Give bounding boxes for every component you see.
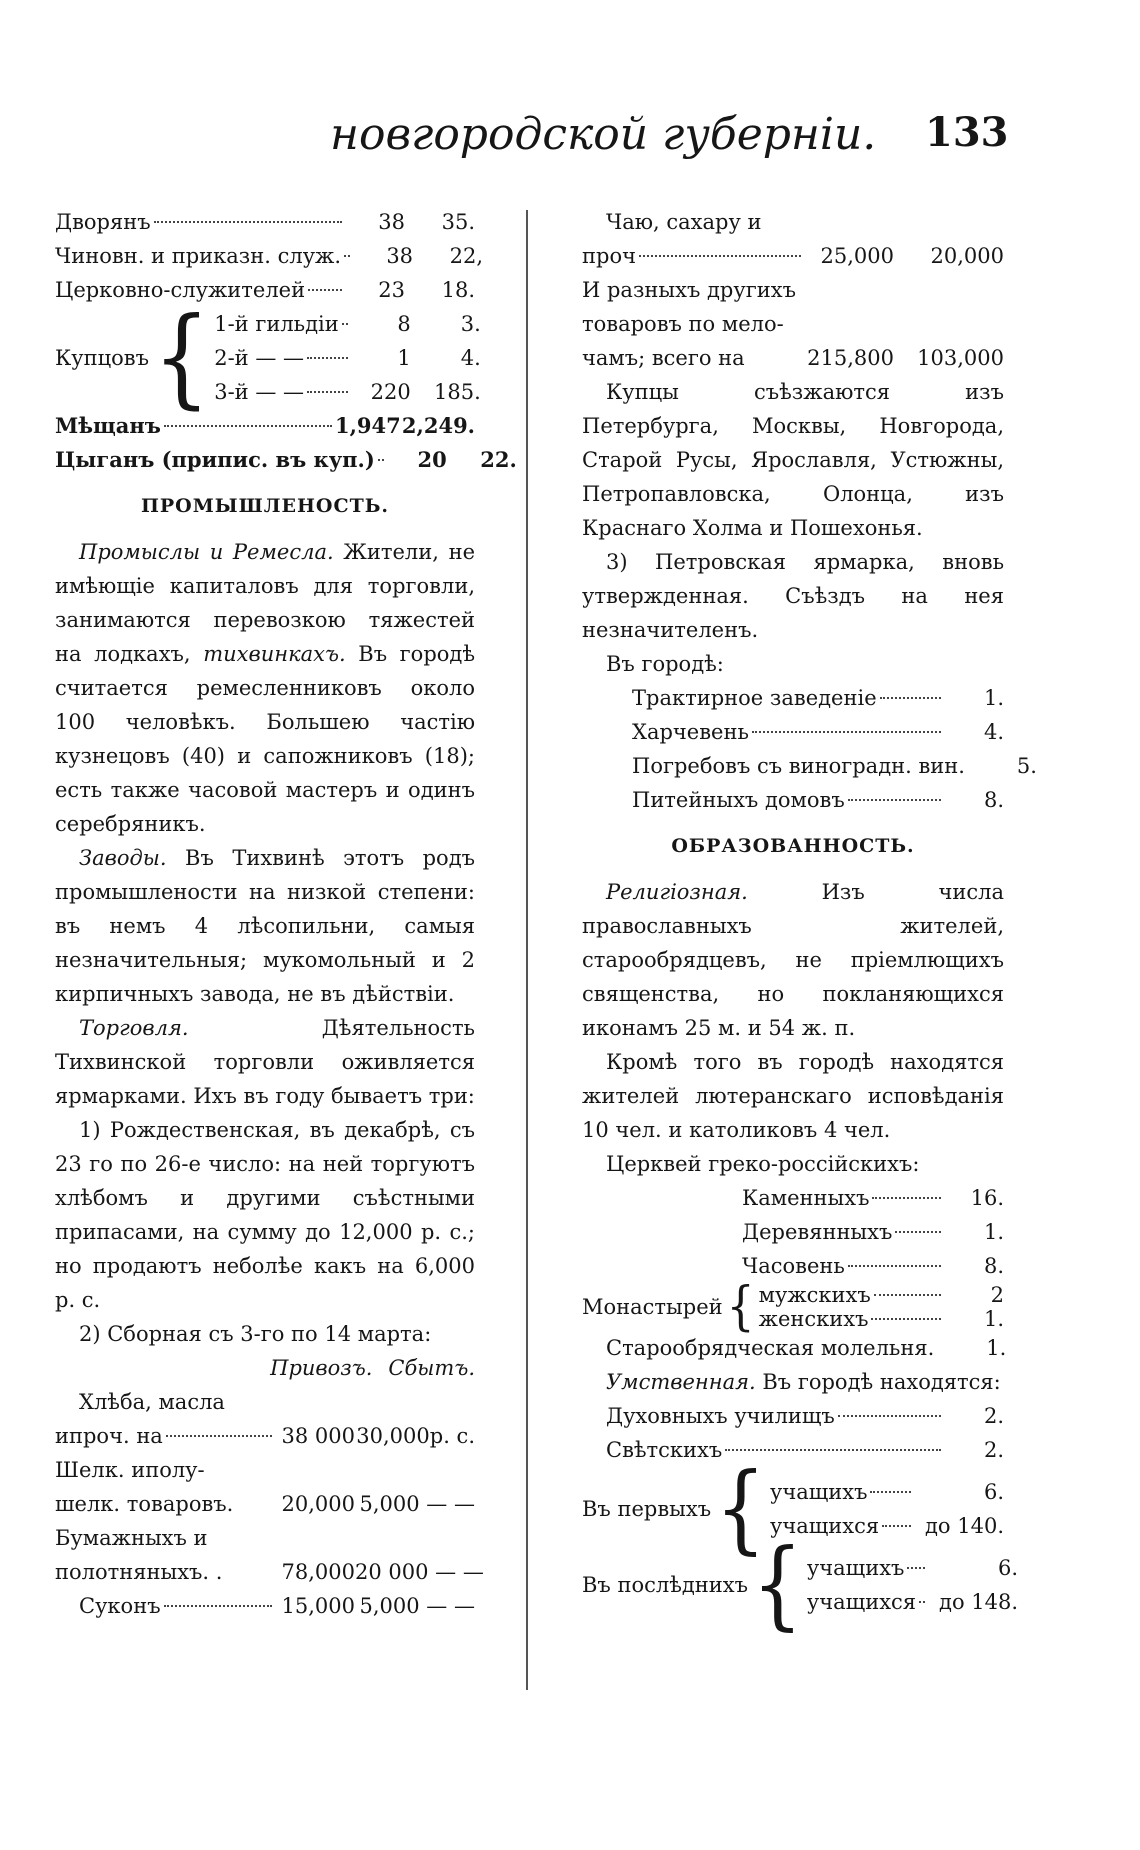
list-item: Часовень 8. [742, 1254, 1004, 1278]
list-item: женскихъ 1. [758, 1307, 1004, 1331]
section-heading-education: ОБРАЗОВАННОСТЬ. [671, 835, 915, 857]
list-item: учащихся до 148. [806, 1590, 1019, 1614]
brace-icon: { [715, 1452, 766, 1565]
list-item: Деревянныхъ 1. [742, 1220, 1004, 1244]
merchants-label: Купцовъ [55, 346, 149, 370]
mental-paragraph: Умственная. Въ городѣ находятся: [606, 1370, 1001, 1394]
population-row: Мѣщанъ 1,947 2,249. [55, 413, 475, 438]
table-header: Привозъ. Сбытъ. [270, 1356, 475, 1380]
trade-paragraph: Торговля. Дѣятельность Тихвинской торговли оживляется ярмарками. Ихъ въ году бываетъ три: [55, 1016, 475, 1108]
table-row: Бумажныхъ и полотняныхъ. . 78,000 20 000 — — [55, 1526, 484, 1584]
list-item: Трактирное заведеніе 1. [632, 686, 1004, 710]
fair-paragraph: 2) Сборная съ 3-го по 14 марта: [79, 1322, 432, 1346]
table-row: Суконъ 15,000 5,000 — — [79, 1594, 475, 1618]
merchant-row: 1-й гильдіи 8 3. [214, 312, 481, 336]
population-row: Дворянъ 38 35. [55, 210, 475, 234]
first-schools-group: Въ первыхъ { учащихъ 6. учащихся до 140. [582, 1452, 1004, 1565]
list-item: Харчевень 4. [632, 720, 1004, 744]
population-row: Цыганъ (припис. въ куп.) 20 22. [55, 447, 517, 472]
list-item: мужскихъ 2 [758, 1283, 1004, 1307]
running-title: новгородской губерніи. [330, 109, 877, 160]
list-item: Каменныхъ 16. [742, 1186, 1004, 1210]
city-label: Въ городѣ: [606, 652, 724, 676]
table-row: Хлѣба, масла ипроч. на 38 000 30,000р. с. [55, 1390, 475, 1448]
page-number: 133 [925, 109, 1009, 156]
monasteries-label: Монастырей [582, 1295, 723, 1319]
crafts-paragraph: Промыслы и Ремесла. Жители, не имѣющіе капиталовъ для торговли, занимаются перевозкою тяжестей на лодкахъ, тихвинкахъ. Въ городѣ считается ремесленниковъ около 100 человѣкъ. Большею частію кузнецовъ (40) и сапожниковъ (18); есть также часовой мастеръ и одинъ серебряникъ. [55, 540, 475, 836]
schools-list [582, 1399, 1004, 1467]
list-item: учащихся до 140. [769, 1514, 1004, 1538]
right-column [582, 205, 1037, 1641]
list-item: Погребовъ съ виноградн. вин. 5. [632, 754, 1037, 778]
column-divider [526, 210, 528, 1690]
table-row: Шелк. иполу- шелк. товаровъ. 20,000 5,000 — — [55, 1458, 475, 1516]
table-row: И разныхъ другихъ товаровъ по мело- чамъ; всего на 215,800 103,000 [582, 278, 1004, 370]
fair-table [55, 1385, 484, 1623]
brace-icon: { [726, 1275, 755, 1337]
churches-label: Церквей греко-россійскихъ: [606, 1152, 920, 1176]
brace-icon: { [152, 294, 211, 421]
list-item: Питейныхъ домовъ 8. [632, 788, 1004, 812]
list-item: учащихъ 6. [769, 1480, 1004, 1504]
list-item: Духовныхъ училищъ 2. [606, 1404, 1004, 1428]
population-list [55, 205, 484, 307]
merchants-group [55, 294, 481, 421]
merchants-paragraph: Купцы съѣзжаются изъ Петербурга, Москвы, Новгорода, Старой Русы, Ярославля, Устюжны, Петропавловска, Олонца, изъ Краснаго Холма и Пошехонья. [582, 380, 1004, 540]
fair-paragraph: 1) Рождественская, въ декабрѣ, съ 23 го по 26-е число: на ней торгуютъ хлѣбомъ и другими съѣстными припасами, на сумму до 12,000 р. с.; но продаютъ неболѣе какъ на 6,000 р. с. [55, 1118, 475, 1312]
churches-list [582, 1181, 1004, 1283]
lutheran-paragraph: Кромѣ того въ городѣ находятся жителей лютеранскаго исповѣданія 10 чел. и католиковъ 4 чел. [582, 1050, 1004, 1142]
section-heading-industry: ПРОМЫШЛЕНОСТЬ. [140, 495, 390, 517]
fair-paragraph: 3) Петровская ярмарка, вновь утвержденная. Съѣздъ на нея незначителенъ. [582, 550, 1004, 642]
list-item: Свѣтскихъ 2. [606, 1438, 1004, 1462]
population-row: Церковно-служителей 23 18. [55, 278, 475, 302]
left-column [55, 205, 517, 1623]
table-row: Чаю, сахару и проч 25,000 20,000 [582, 210, 1004, 268]
merchant-row: 2-й — — 1 4. [214, 346, 481, 370]
last-schools-group: Въ послѣднихъ { учащихъ 6. учащихся до 148. [582, 1528, 1019, 1641]
list-item: учащихъ 6. [806, 1556, 1019, 1580]
religious-paragraph: Религіозная. Изъ числа православныхъ жителей, старообрядцевъ, не пріемлющихъ священства, но покланяющихся иконамъ 25 м. и 54 ж. п. [582, 880, 1004, 1040]
brace-icon: { [752, 1528, 803, 1641]
factories-paragraph: Заводы. Въ Тихвинѣ этотъ родъ промышлености на низкой степени: въ немъ 4 лѣсопильни, самыя незначительныя; мукомольный и 2 кирпичныхъ завода, не въ дѣйствіи. [55, 846, 475, 1006]
population-row: Чиновн. и приказн. служ. 38 22, [55, 244, 484, 268]
merchant-row: 3-й — — 220 185. [214, 380, 481, 404]
city-list [582, 681, 1037, 817]
list-item: Старообрядческая молельня. 1. [606, 1336, 1007, 1360]
monasteries-group [582, 1275, 1004, 1337]
